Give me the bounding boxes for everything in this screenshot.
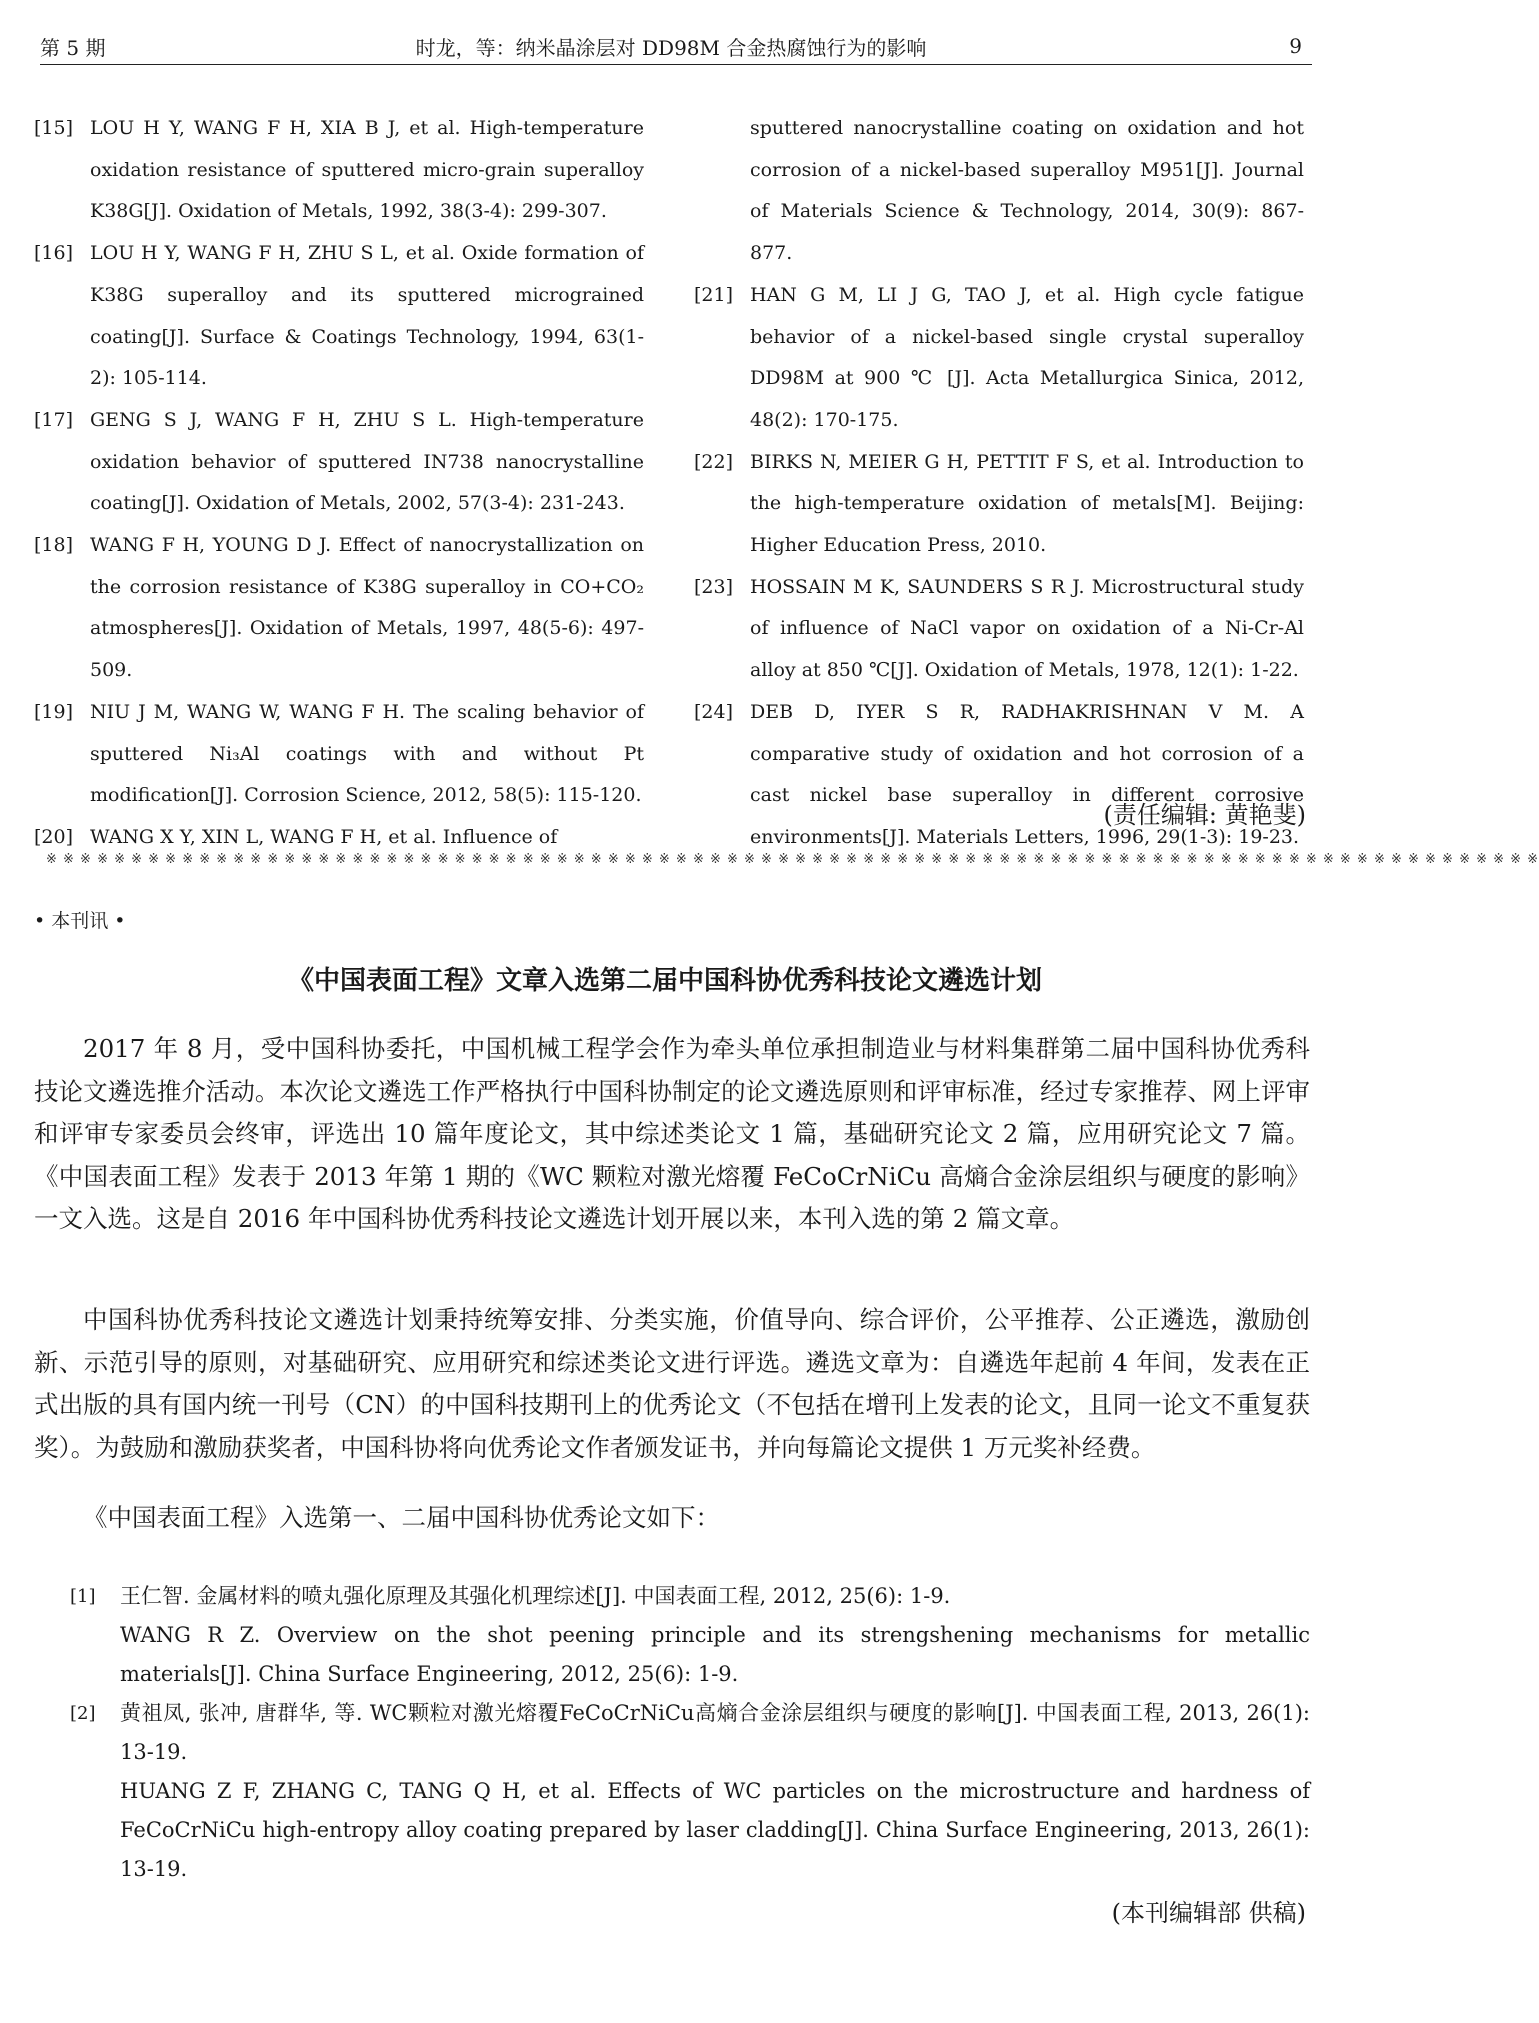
reference-text: HOSSAIN M K, SAUNDERS S R J. Microstructural study of influence of NaCl vapor on oxidation of a Ni-Cr-Al alloy at 850 ℃[J]. Oxidation of Metals, 1978, 12(1): 1-22. [750,575,1304,682]
award-list [70,1577,1310,1889]
divider-ornament: ※ ※ ※ ※ ※ ※ ※ ※ ※ ※ ※ ※ ※ ※ ※ ※ ※ ※ ※ ※ ※ ※ ※ ※ ※ ※ ※ ※ ※ ※ ※ ※ ※ ※ ※ ※ ※ ※ ※ ※ ※ ※ ※ ※ ※ ※ ※ ※ ※ ※ ※ ※ ※ ※ ※ ※ ※ ※ ※ ※ ※ ※ ※ ※ ※ ※ ※ ※ ※ ※ ※ ※ ※ ※ ※ ※ ※ ※ ※ ※ ※ ※ ※ ※ ※ ※ ※ ※ [46,852,1539,867]
award-citation-en: HUANG Z F, ZHANG C, TANG Q H, et al. Effects of WC particles on the microstructure and hardness of FeCoCrNiCu high-entropy alloy coating prepared by laser cladding[J]. China Surface Engineering, 2013, 26(1): 13-19. [120,1779,1310,1881]
reference-text: GENG S J, WANG F H, ZHU S L. High-temperature oxidation behavior of sputtered IN738 nanocrystalline coating[J]. Oxidation of Metals, 2002, 57(3-4): 231-243. [90,408,644,515]
award-citation-en: WANG R Z. Overview on the shot peening principle and its strengshening mechanisms for metallic materials[J]. China Surface Engineering, 2012, 25(6): 1-9. [120,1623,1310,1686]
award-item [70,1694,1310,1889]
reference-text: DEB D, IYER S R, RADHAKRISHNAN V M. A comparative study of oxidation and hot corrosion of a cast nickel base superalloy in different corrosive environments[J]. Materials Letters, 1996, 29(1-3): 19-23. [750,700,1304,848]
section-divider [46,852,1539,878]
news-paragraph: 《中国表面工程》入选第一、二届中国科协优秀论文如下： [83,1503,720,1532]
reference-number: [21] [694,283,734,306]
news-title: 《中国表面工程》文章入选第二届中国科协优秀科技论文遴选计划 [287,966,1042,996]
award-number: [1] [70,1586,96,1607]
award-item [70,1577,1310,1694]
reference-item [694,567,1304,692]
news-paragraph: 中国科协优秀科技论文遴选计划秉持统筹安排、分类实施，价值导向、综合评价，公平推荐、公正遴选，激励创新、示范引导的原则，对基础研究、应用研究和综述类论文进行评选。遴选文章为：自遴选年起前 4 年间，发表在正式出版的具有国内统一刊号（CN）的中国科技期刊上的优秀论文（不包括在增刊上发表的论文，且同一论文不重复获奖）。为鼓励和激励获奖者，中国科协将向优秀论文作者颁发证书，并向每篇论文提供 1 万元奖补经费。 [34,1305,1310,1462]
reference-text: WANG X Y, XIN L, WANG F H, et al. Influence of [90,825,558,848]
reference-text: LOU H Y, WANG F H, ZHU S L, et al. Oxide formation of K38G superalloy and its sputtered micrograined coating[J]. Surface & Coatings Technology, 1994, 63(1-2): 105-114. [90,242,644,390]
reference-item [694,275,1304,442]
reference-text: WANG F H, YOUNG D J. Effect of nanocrystallization on the corrosion resistance of K38G superalloy in CO+CO₂ atmospheres[J]. Oxidation of Metals, 1997, 48(5-6): 497-509. [90,534,644,682]
reference-number: [22] [694,450,734,473]
page-number: 9 [1289,34,1302,58]
award-citation-cn: 王仁智. 金属材料的喷丸强化原理及其强化机理综述[J]. 中国表面工程, 2012, 25(6): 1-9. [120,1584,951,1608]
reference-text: HAN G M, LI J G, TAO J, et al. High cycle fatigue behavior of a nickel-based single crystal superalloy DD98M at 900 ℃ [J]. Acta Metallurgica Sinica, 2012, 48(2): 170-175. [750,283,1304,431]
reference-item [34,233,644,400]
reference-number: [17] [34,408,74,431]
reference-number: [20] [34,825,74,848]
references-left-column [34,108,644,859]
award-citation-cn: 黄祖凤, 张冲, 唐群华, 等. WC颗粒对激光熔覆FeCoCrNiCu高熵合金涂层组织与硬度的影响[J]. 中国表面工程, 2013, 26(1): 13-19. [120,1701,1310,1764]
award-number: [2] [70,1703,96,1724]
reference-number: [24] [694,700,734,723]
issue-number: 第 5 期 [40,36,106,60]
header-rule [40,64,1312,65]
running-header [40,28,1302,64]
reference-item [34,692,644,817]
reference-text: LOU H Y, WANG F H, XIA B J, et al. High-temperature oxidation resistance of sputtered micro-grain superalloy K38G[J]. Oxidation of Metals, 1992, 38(3-4): 299-307. [90,117,644,223]
reference-item [34,525,644,692]
reference-text: sputtered nanocrystalline coating on oxidation and hot corrosion of a nickel-based superalloy M951[J]. Journal of Materials Science & Technology, 2014, 30(9): 867-877. [750,117,1304,265]
news-paragraph: 2017 年 8 月，受中国科协委托，中国机械工程学会作为牵头单位承担制造业与材料集群第二届中国科协优秀科技论文遴选推介活动。本次论文遴选工作严格执行中国科协制定的论文遴选原则和评审标准，经过专家推荐、网上评审和评审专家委员会终审，评选出 10 篇年度论文，其中综述类论文 1 篇，基础研究论文 2 篇，应用研究论文 7 篇。《中国表面工程》发表于 2013 年第 1 期的《WC 颗粒对激光熔覆 FeCoCrNiCu 高熵合金涂层组织与硬度的影响》一文入选。这是自 2016 年中国科协优秀科技论文遴选计划开展以来，本刊入选的第 2 篇文章。 [34,1034,1310,1233]
reference-text: NIU J M, WANG W, WANG F H. The scaling behavior of sputtered Ni₃Al coatings with and without Pt modification[J]. Corrosion Science, 2012, 58(5): 115-120. [90,700,644,807]
reference-number: [19] [34,700,74,723]
reference-number: [18] [34,534,74,557]
news-credit: (本刊编辑部 供稿) [1111,1899,1306,1927]
column-tag: • 本刊讯 • [34,910,126,932]
reference-text: BIRKS N, MEIER G H, PETTIT F S, et al. Introduction to the high-temperature oxidation of metals[M]. Beijing: Higher Education Press, 2010. [750,450,1304,557]
reference-number: [23] [694,575,734,598]
reference-item [694,442,1304,567]
reference-number: [16] [34,242,74,265]
reference-item [694,692,1304,859]
reference-item [34,108,644,233]
reference-continuation [694,108,1304,275]
reference-item [34,400,644,525]
running-title: 时龙，等：纳米晶涂层对 DD98M 合金热腐蚀行为的影响 [415,36,927,60]
responsible-editor: (责任编辑: 黄艳斐) [1103,801,1306,829]
references-right-column [694,108,1304,859]
reference-number: [15] [34,117,74,139]
